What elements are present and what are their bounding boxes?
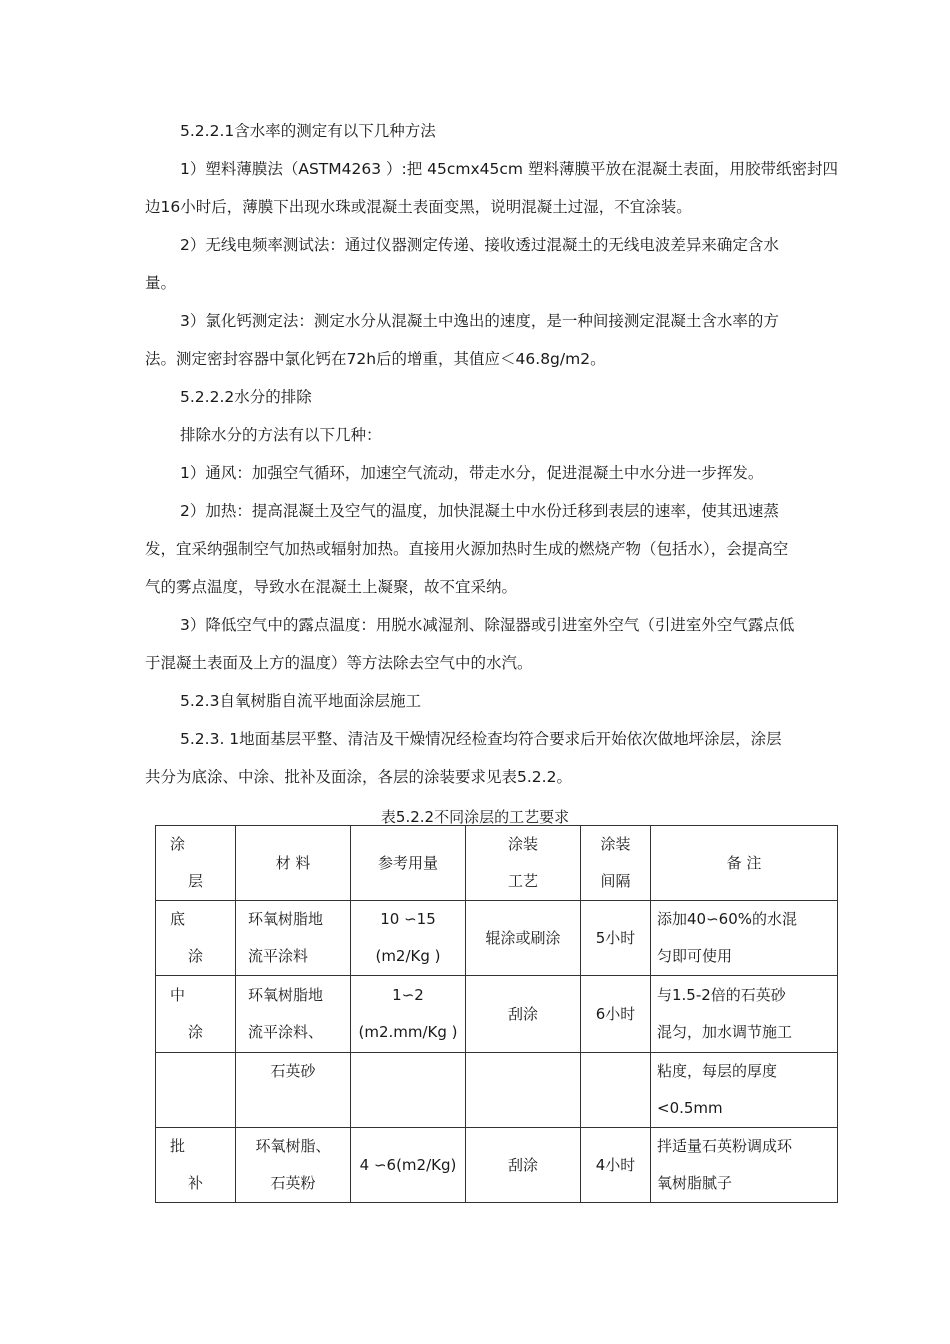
header-dosage: 参考用量 [351,826,466,901]
cell-dosage: 10 ∽15 (m2/Kg ) [351,901,466,976]
cell-dosage [351,1053,466,1128]
table-row [156,1053,838,1128]
cell-layer: 中 涂 [156,976,236,1053]
heading-5-2-2-2: 5.2.2.2水分的排除 [180,388,312,406]
table-header-row [156,826,838,901]
table-row [156,1128,838,1203]
paragraph-line: 量。 [145,274,177,292]
cell-dosage: 1∽2 (m2.mm/Kg ) [351,976,466,1053]
cell-material: 环氧树脂、 石英粉 [236,1128,351,1203]
cell-dosage: 4 ∽6(m2/Kg) [351,1128,466,1203]
paragraph-line: 2）无线电频率测试法：通过仪器测定传递、接收透过混凝土的无线电波差异来确定含水 [180,236,779,254]
paragraph-line: 1）塑料薄膜法（ASTM4263 ）:把 45cmx45cm 塑料薄膜平放在混凝土表面，用胶带纸密封四 [180,160,838,178]
paragraph-line: 1）通风：加强空气循环，加速空气流动，带走水分，促进混凝土中水分进一步挥发。 [180,464,764,482]
cell-layer [156,1053,236,1128]
paragraph-line: 排除水分的方法有以下几种： [180,426,382,444]
paragraph-line: 2）加热：提高混凝土及空气的温度，加快混凝土中水份迁移到表层的速率，使其迅速蒸 [180,502,779,520]
paragraph-line: 于混凝土表面及上方的温度）等方法除去空气中的水汽。 [145,654,533,672]
cell-note: 粘度，每层的厚度 <0.5mm [651,1053,838,1128]
cell-interval: 4小时 [581,1128,651,1203]
paragraph-line: 边16小时后，薄膜下出现水珠或混凝土表面变黑，说明混凝土过湿，不宜涂装。 [145,198,692,216]
cell-note: 添加40∽60%的水混 匀即可使用 [651,901,838,976]
header-interval: 涂装 间隔 [581,826,651,901]
cell-interval [581,1053,651,1128]
coating-process-table [155,825,838,1203]
paragraph-line: 发，宜采纳强制空气加热或辐射加热。直接用火源加热时生成的燃烧产物（包括水），会提高空 [145,540,789,558]
cell-process [466,1053,581,1128]
paragraph-line: 气的雾点温度，导致水在混凝土上凝聚，故不宜采纳。 [145,578,518,596]
header-layer: 涂 层 [156,826,236,901]
table-row [156,901,838,976]
cell-process: 辊涂或刷涂 [466,901,581,976]
paragraph-line: 法。测定密封容器中氯化钙在72h后的增重，其值应＜46.8g/m2。 [145,350,606,368]
heading-5-2-3: 5.2.3自氧树脂自流平地面涂层施工 [180,692,421,710]
cell-note: 与1.5-2倍的石英砂 混匀，加水调节施工 [651,976,838,1053]
cell-material: 石英砂 [236,1053,351,1128]
header-note: 备 注 [651,826,838,901]
header-process: 涂装 工艺 [466,826,581,901]
paragraph-line: 共分为底涂、中涂、批补及面涂，各层的涂装要求见表5.2.2。 [145,768,572,786]
cell-interval: 6小时 [581,976,651,1053]
cell-process: 刮涂 [466,976,581,1053]
paragraph-line: 3）降低空气中的露点温度：用脱水减湿剂、除湿器或引进室外空气（引进室外空气露点低 [180,616,795,634]
paragraph-line: 3）氯化钙测定法：测定水分从混凝土中逸出的速度，是一种间接测定混凝土含水率的方 [180,312,779,330]
cell-material: 环氧树脂地 流平涂料 [236,901,351,976]
heading-5-2-2-1: 5.2.2.1含水率的测定有以下几种方法 [180,122,436,140]
table-row [156,976,838,1053]
cell-interval: 5小时 [581,901,651,976]
cell-material: 环氧树脂地 流平涂料、 [236,976,351,1053]
paragraph-line: 5.2.3. 1地面基层平整、清洁及干燥情况经检查均符合要求后开始依次做地坪涂层，涂层 [180,730,782,748]
table-caption: 表5.2.2不同涂层的工艺要求 [380,808,570,826]
cell-layer: 批 补 [156,1128,236,1203]
cell-process: 刮涂 [466,1128,581,1203]
header-material: 材 料 [236,826,351,901]
cell-note: 拌适量石英粉调成环 氧树脂腻子 [651,1128,838,1203]
cell-layer: 底 涂 [156,901,236,976]
